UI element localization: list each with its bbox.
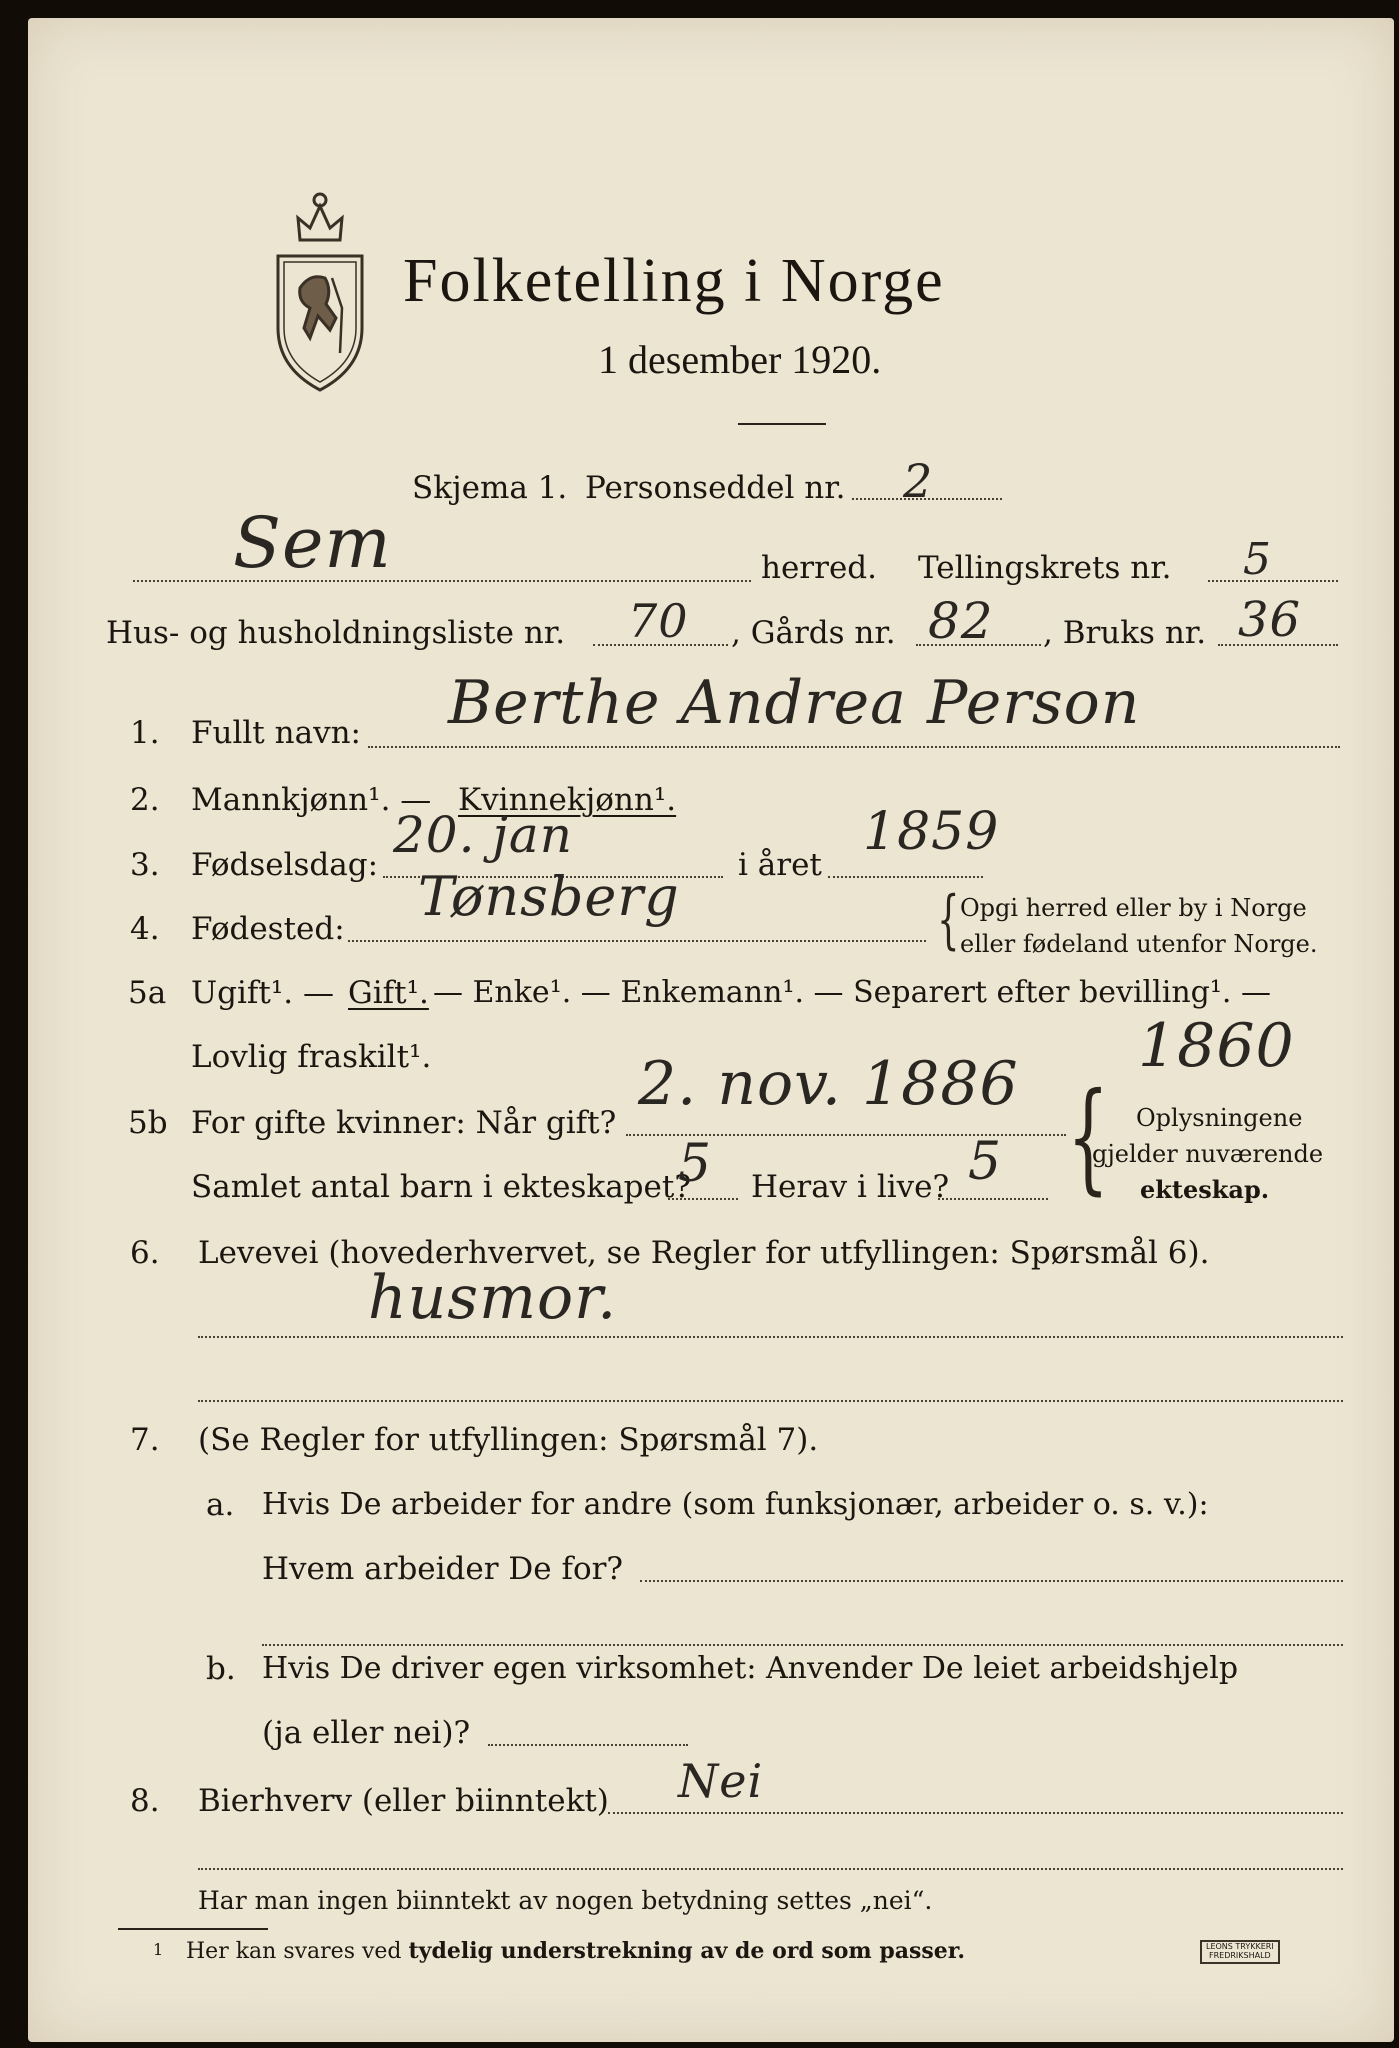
printer-stamp-line1: LEONS TRYKKERI bbox=[1206, 1942, 1274, 1951]
q4-label: Fødested: bbox=[191, 911, 345, 947]
q7-number: 7. bbox=[130, 1422, 160, 1458]
form-title: Folketelling i Norge bbox=[403, 247, 945, 315]
q4-note-brace: { bbox=[937, 883, 960, 957]
q7a-question: Hvem arbeider De for? bbox=[262, 1551, 624, 1587]
q5b-live-label: Herav i live? bbox=[751, 1169, 950, 1205]
q8-number: 8. bbox=[130, 1783, 160, 1819]
q5b-extra-year: 1860 bbox=[1138, 1011, 1295, 1081]
printer-stamp-line2: FREDRIKSHALD bbox=[1208, 1950, 1271, 1960]
norwegian-coat-of-arms-icon bbox=[270, 178, 370, 398]
footnote-text bbox=[186, 1940, 965, 1963]
bottom-note: Har man ingen biinntekt av nogen betydning settes „nei“. bbox=[198, 1886, 933, 1915]
q2-number: 2. bbox=[130, 782, 160, 818]
husliste-value: 70 bbox=[628, 594, 689, 648]
form-date: 1 desember 1920. bbox=[598, 337, 882, 382]
q8-label: Bierhverv (eller biinntekt) bbox=[198, 1783, 609, 1819]
q7b-text: Hvis De driver egen virksomhet: Anvender De leiet arbeidshjelp bbox=[262, 1651, 1239, 1686]
q5b-note-line2: gjelder nuværende bbox=[1092, 1140, 1324, 1168]
q7b-letter: b. bbox=[206, 1651, 236, 1687]
q5b-live-value: 5 bbox=[968, 1132, 1003, 1192]
q5a-number: 5a bbox=[128, 975, 167, 1011]
footnote-plain: Her kan svares ved bbox=[186, 1939, 402, 1964]
q5b-married-value: 2. nov. 1886 bbox=[638, 1049, 1019, 1119]
q1-number: 1. bbox=[130, 715, 160, 751]
q7a-letter: a. bbox=[206, 1487, 235, 1523]
bruks-value: 36 bbox=[1238, 592, 1302, 648]
q4-birthplace-value: Tønsberg bbox=[418, 865, 680, 928]
tellingskrets-value: 5 bbox=[1243, 534, 1272, 585]
q7a-text: Hvis De arbeider for andre (som funksjonær, arbeider o. s. v.): bbox=[262, 1487, 1209, 1522]
q6-label: Levevei (hovederhvervet, se Regler for utfyllingen: Spørsmål 6). bbox=[198, 1235, 1210, 1271]
q3-aaret-label: i året bbox=[738, 847, 822, 883]
q2-kvinne-underlined: Kvinnekjønn¹. bbox=[458, 782, 677, 818]
q5b-note-line1: Oplysningene bbox=[1136, 1104, 1303, 1132]
footnote-bold: tydelig understrekning av de ord som passer. bbox=[408, 1938, 966, 1964]
q3-birthday-value: 20. jan bbox=[393, 806, 573, 864]
q3-year-value: 1859 bbox=[863, 802, 1000, 862]
footnote-mark: 1 bbox=[153, 1940, 164, 1959]
q5b-note-brace: { bbox=[1067, 1068, 1110, 1207]
q8-line-2 bbox=[198, 1868, 1343, 1870]
tellingskrets-label: Tellingskrets nr. bbox=[918, 550, 1172, 586]
q3-number: 3. bbox=[130, 847, 160, 883]
printer-stamp bbox=[1200, 1940, 1280, 1964]
q5b-live-line bbox=[938, 1198, 1048, 1200]
gards-label: , Gårds nr. bbox=[731, 615, 896, 651]
q5a-rest: — Enke¹. — Enkemann¹. — Separert efter bevilling¹. — bbox=[433, 975, 1271, 1010]
gards-value: 82 bbox=[928, 592, 994, 650]
q1-full-name-value: Berthe Andrea Person bbox=[448, 668, 1141, 738]
q5b-label: For gifte kvinner: Når gift? bbox=[191, 1105, 617, 1141]
q4-number: 4. bbox=[130, 911, 160, 947]
q6-number: 6. bbox=[130, 1235, 160, 1271]
q8-line-1 bbox=[608, 1812, 1343, 1814]
q6-occupation-value: husmor. bbox=[368, 1263, 618, 1333]
q6-line-1 bbox=[198, 1336, 1343, 1338]
personseddel-label: Personseddel nr. bbox=[585, 470, 846, 506]
q2-mann: Mannkjønn¹. — bbox=[191, 782, 432, 818]
q5a-line2: Lovlig fraskilt¹. bbox=[191, 1039, 432, 1075]
q1-line bbox=[368, 746, 1340, 748]
q5a-ugift: Ugift¹. — bbox=[191, 975, 334, 1011]
q5b-number: 5b bbox=[128, 1105, 168, 1141]
herred-value: Sem bbox=[233, 502, 392, 584]
q4-note-line2: eller fødeland utenfor Norge. bbox=[960, 930, 1318, 958]
q5b-barn-value: 5 bbox=[678, 1134, 713, 1194]
q7b-question: (ja eller nei)? bbox=[262, 1715, 471, 1751]
title-divider bbox=[738, 423, 826, 425]
q7-label: (Se Regler for utfyllingen: Spørsmål 7). bbox=[198, 1422, 819, 1458]
q8-side-income-value: Nei bbox=[678, 1754, 764, 1808]
herred-line bbox=[133, 580, 751, 582]
skjema-label: Skjema 1. bbox=[412, 470, 568, 506]
q1-label: Fullt navn: bbox=[191, 715, 361, 751]
herred-label: herred. bbox=[761, 550, 877, 586]
q7a-line-1 bbox=[640, 1580, 1343, 1582]
q7b-line bbox=[488, 1744, 688, 1746]
footnote-divider bbox=[118, 1928, 268, 1930]
q5b-barn-label: Samlet antal barn i ekteskapet? bbox=[191, 1169, 691, 1205]
q6-line-2 bbox=[198, 1400, 1343, 1402]
census-form-page bbox=[28, 18, 1394, 2042]
q5b-note-line3: ekteskap. bbox=[1140, 1175, 1270, 1204]
q5b-barn-line bbox=[668, 1198, 738, 1200]
q5a-gift-underlined: Gift¹. bbox=[348, 975, 429, 1011]
husliste-label: Hus- og husholdningsliste nr. bbox=[106, 615, 566, 651]
tellingskrets-line bbox=[1208, 580, 1338, 582]
personseddel-value: 2 bbox=[903, 454, 934, 508]
q7a-line-2 bbox=[262, 1644, 1343, 1646]
q4-note-line1: Opgi herred eller by i Norge bbox=[960, 894, 1307, 922]
q4-line bbox=[348, 940, 926, 942]
q3-label: Fødselsdag: bbox=[191, 847, 379, 883]
q3-aaret-line bbox=[828, 876, 983, 878]
bruks-label: , Bruks nr. bbox=[1043, 615, 1207, 651]
